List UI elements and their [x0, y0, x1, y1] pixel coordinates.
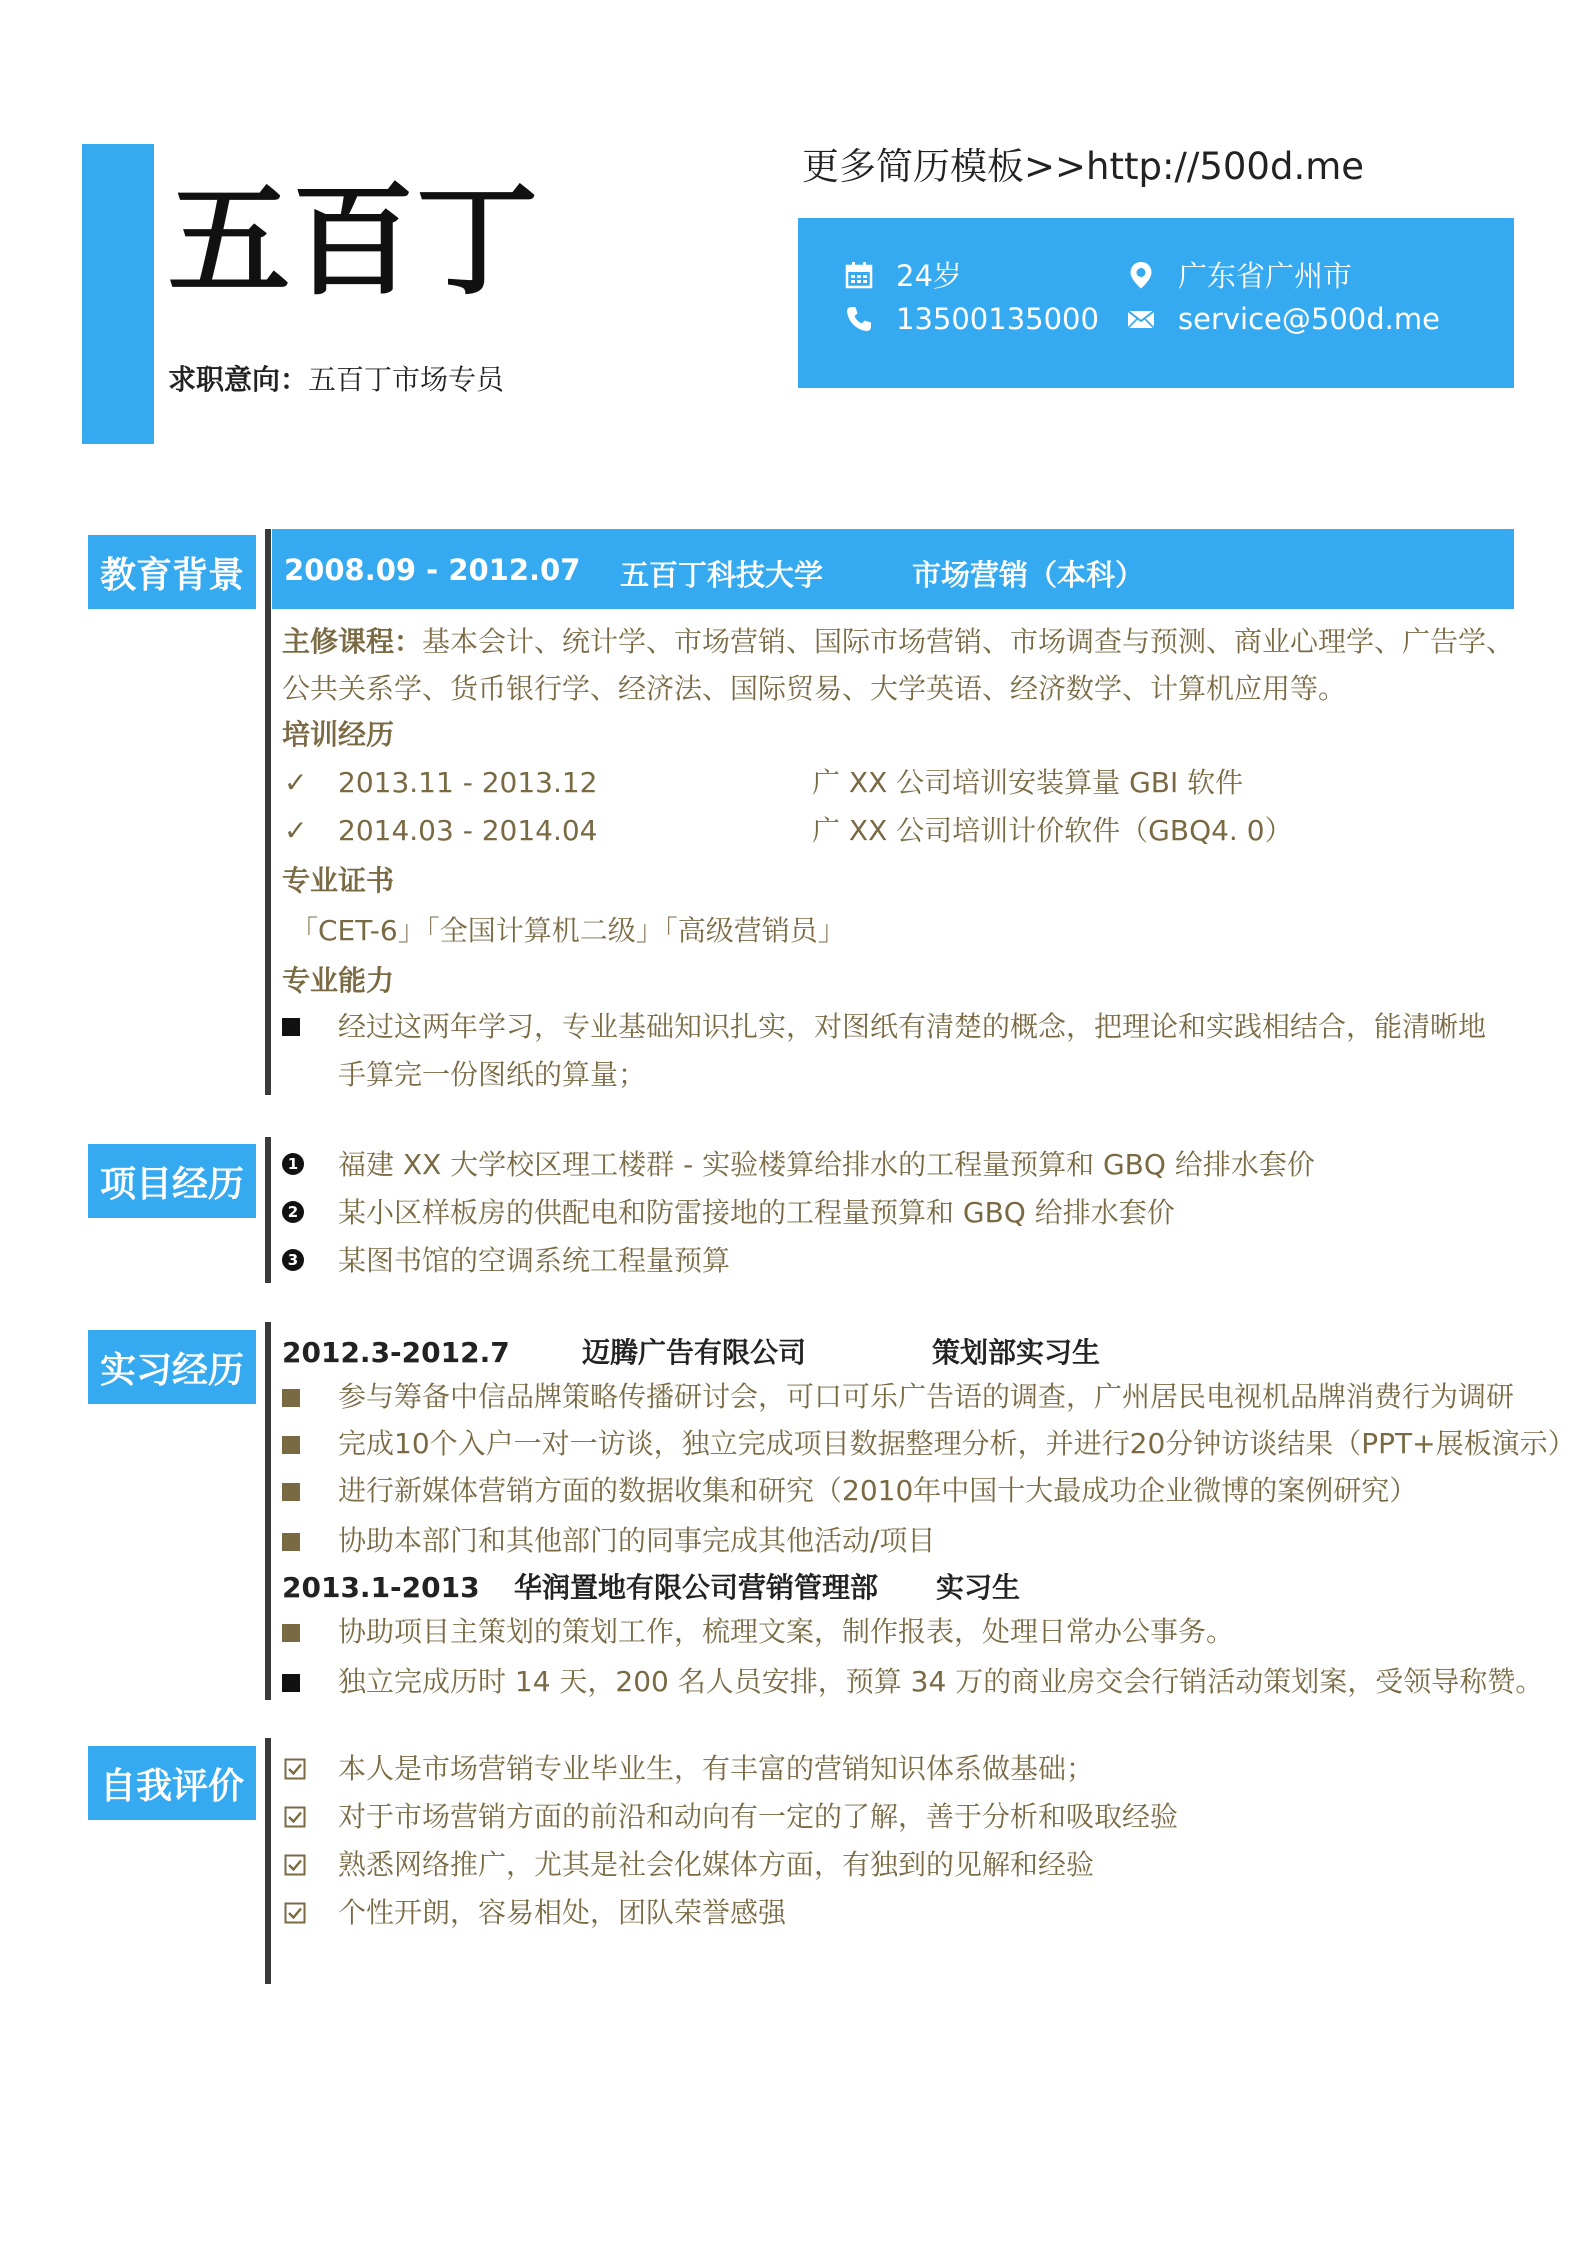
section-tag-self-eval: 自我评价 [88, 1746, 256, 1820]
mail-icon [1126, 304, 1156, 334]
project-item-1: 福建 XX 大学校区理工楼群 - 实验楼算给排水的工程量预算和 GBQ 给排水套价 [338, 1148, 1315, 1181]
name-accent-bar [82, 144, 154, 444]
self-eval-item-4: 个性开朗，容易相处，团队荣誉感强 [338, 1896, 787, 1929]
number-2-icon: 2 [282, 1201, 304, 1223]
number-3-icon: 3 [282, 1249, 304, 1271]
square-bullet-icon [282, 1624, 300, 1642]
candidate-name: 五百丁 [168, 170, 540, 312]
self-eval-item-1: 本人是市场营销专业毕业生，有丰富的营销知识体系做基础； [338, 1752, 1095, 1785]
job-intent-label: 求职意向： [168, 363, 309, 396]
check-mark-icon: ✓ [284, 814, 308, 847]
phone-icon [844, 304, 874, 334]
number-1-icon: 1 [282, 1153, 304, 1175]
self-eval-rule [265, 1738, 271, 1984]
section-tag-education: 教育背景 [88, 535, 256, 609]
training-desc-2: 广 XX 公司培训计价软件（GBQ4. 0） [812, 814, 1293, 847]
internship-2-item-2: 独立完成历时 14 天，200 名人员安排，预算 34 万的商业房交会行销活动策划案，受领导称赞。 [338, 1665, 1544, 1698]
self-eval-item-2: 对于市场营销方面的前沿和动向有一定的了解，善于分析和吸取经验 [338, 1800, 1179, 1833]
courses-text-1: 基本会计、统计学、市场营销、国际市场营销、市场调查与预测、商业心理学、广告学、 [422, 625, 1515, 658]
contact-phone [844, 302, 1099, 336]
square-bullet-icon [282, 1533, 300, 1551]
square-bullet-icon [282, 1018, 300, 1036]
square-bullet-icon [282, 1389, 300, 1407]
square-bullet-icon [282, 1436, 300, 1454]
projects-rule [265, 1137, 271, 1283]
internship-rule [265, 1322, 271, 1700]
square-bullet-icon [282, 1483, 300, 1501]
contact-location [1126, 254, 1352, 295]
education-banner [272, 529, 1514, 609]
contact-panel [798, 218, 1514, 388]
courses-line-2: 公共关系学、货币银行学、经济法、国际贸易、大学英语、经济数学、计算机应用等。 [282, 672, 1347, 705]
internship-2-role: 实习生 [936, 1571, 1021, 1604]
calendar-icon [844, 260, 874, 290]
section-tag-projects: 项目经历 [88, 1144, 256, 1218]
training-period-1: 2013.11 - 2013.12 [338, 766, 598, 799]
contact-age-text: 24岁 [896, 259, 962, 293]
training-heading: 培训经历 [282, 718, 395, 751]
job-intent-value: 五百丁市场专员 [308, 363, 505, 396]
more-templates-link[interactable]: 更多简历模板>>http://500d.me [802, 145, 1365, 188]
cert-heading: 专业证书 [282, 864, 395, 897]
project-item-2: 某小区样板房的供配电和防雷接地的工程量预算和 GBQ 给排水套价 [338, 1196, 1175, 1229]
education-school: 五百丁科技大学 [620, 558, 824, 592]
internship-2-period: 2013.1-2013 [282, 1571, 480, 1604]
training-period-2: 2014.03 - 2014.04 [338, 814, 598, 847]
education-period: 2008.09 - 2012.07 [284, 553, 581, 587]
square-bullet-icon [282, 1674, 300, 1692]
check-mark-icon: ✓ [284, 766, 308, 799]
checkbox-icon [284, 1806, 306, 1828]
section-tag-internship: 实习经历 [88, 1330, 256, 1404]
courses-label: 主修课程： [282, 625, 423, 658]
checkbox-icon [284, 1902, 306, 1924]
internship-1-period: 2012.3-2012.7 [282, 1336, 510, 1369]
contact-email [1126, 302, 1440, 336]
education-rule [265, 529, 271, 1095]
checkbox-icon [284, 1854, 306, 1876]
contact-phone-text: 13500135000 [896, 302, 1099, 336]
education-major: 市场营销（本科） [912, 558, 1145, 592]
job-intent [168, 358, 504, 398]
ability-heading: 专业能力 [282, 964, 395, 997]
checkbox-icon [284, 1758, 306, 1780]
contact-age [844, 254, 962, 295]
courses-line-1 [282, 625, 1514, 659]
project-item-3: 某图书馆的空调系统工程量预算 [338, 1244, 731, 1277]
ability-line-1: 经过这两年学习，专业基础知识扎实，对图纸有清楚的概念，把理论和实践相结合，能清晰地 [338, 1010, 1487, 1043]
contact-email-text: service@500d.me [1178, 302, 1440, 336]
internship-2-item-1: 协助项目主策划的策划工作，梳理文案，制作报表，处理日常办公事务。 [338, 1615, 1235, 1648]
cert-list: 「CET-6」「全国计算机二级」「高级营销员」 [290, 914, 846, 947]
ability-line-2: 手算完一份图纸的算量； [338, 1058, 647, 1091]
location-pin-icon [1126, 260, 1156, 290]
internship-1-item-4: 协助本部门和其他部门的同事完成其他活动/项目 [338, 1524, 936, 1557]
internship-1-item-1: 参与筹备中信品牌策略传播研讨会，可口可乐广告语的调查，广州居民电视机品牌消费行为调研 [338, 1380, 1515, 1413]
internship-2-company: 华润置地有限公司营销管理部 [514, 1571, 879, 1604]
internship-1-role: 策划部实习生 [932, 1336, 1101, 1369]
training-desc-1: 广 XX 公司培训安装算量 GBI 软件 [812, 766, 1244, 799]
internship-1-item-3: 进行新媒体营销方面的数据收集和研究（2010年中国十大最成功企业微博的案例研究） [338, 1474, 1418, 1507]
internship-1-item-2: 完成10个入户一对一访谈，独立完成项目数据整理分析，并进行20分钟访谈结果（PPT+展板演示） [338, 1427, 1576, 1460]
self-eval-item-3: 熟悉网络推广，尤其是社会化媒体方面，有独到的见解和经验 [338, 1848, 1095, 1881]
contact-location-text: 广东省广州市 [1178, 259, 1353, 293]
internship-1-company: 迈腾广告有限公司 [582, 1336, 807, 1369]
